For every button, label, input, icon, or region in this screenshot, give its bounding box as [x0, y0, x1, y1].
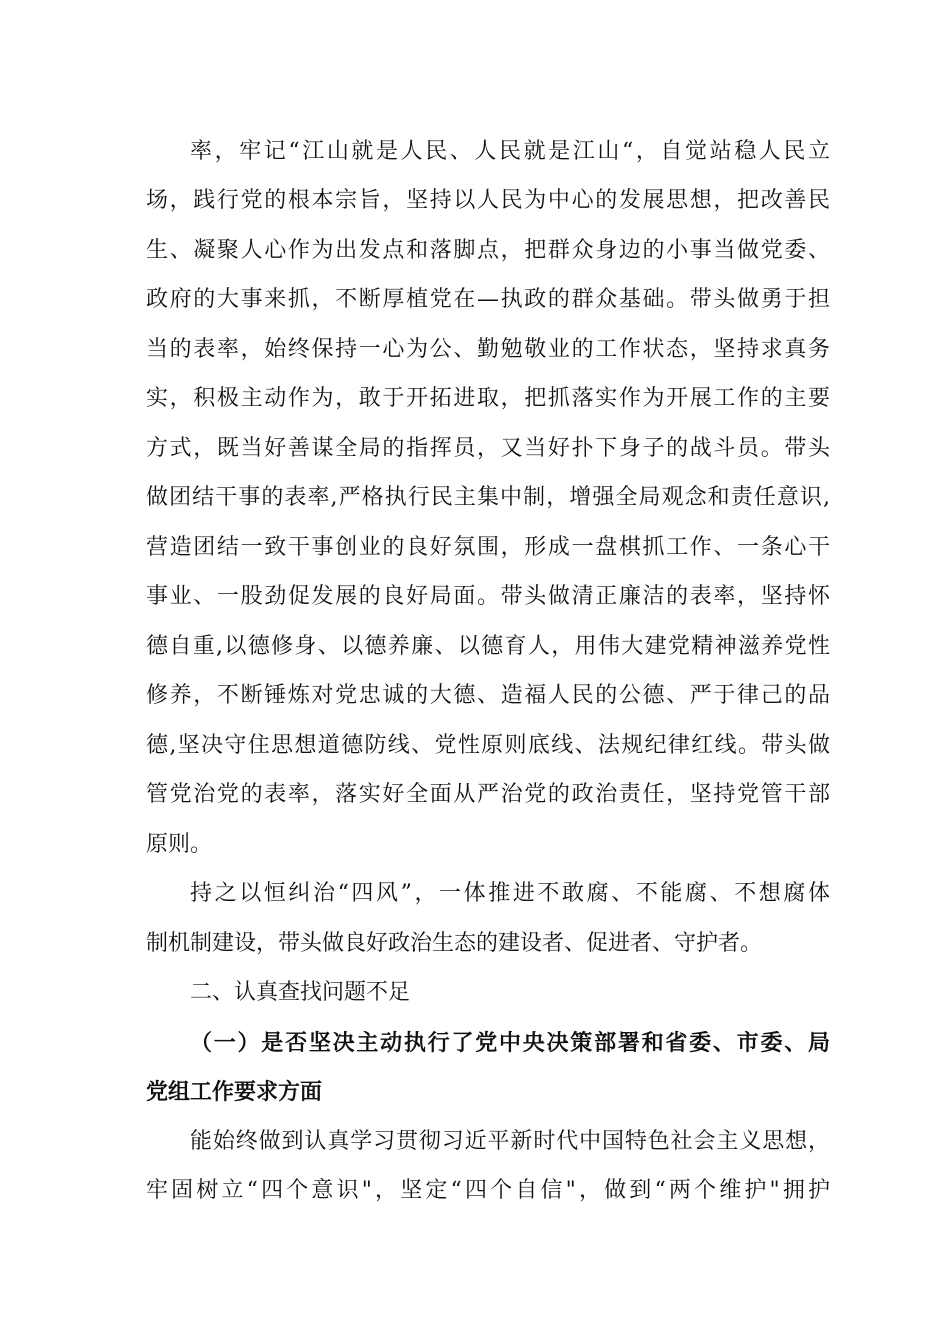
paragraph-1-line-9: 营造团结一致干事创业的良好氛围，形成一盘棋抓工作、一条心干	[146, 535, 830, 560]
paragraph-2-line-2: 制机制建设，带头做良好政治生态的建设者、促进者、守护者。	[146, 931, 763, 956]
paragraph-3-line-1: 能始终做到认真学习贯彻习近平新时代中国特色社会主义思想，	[190, 1129, 830, 1154]
paragraph-1-line-7: 方式，既当好善谋全局的指挥员，又当好扑下身子的战斗员。带头	[146, 436, 830, 461]
paragraph-3-line-2: 牢固树立“四个意识"，坚定“四个自信"，做到“两个维护"拥护	[146, 1178, 830, 1203]
paragraph-1-line-11: 德自重,以德修身、以德养廉、以德育人，用伟大建党精神滋养党性	[146, 634, 830, 659]
paragraph-2-line-1: 持之以恒纠治“四风”，一体推进不敢腐、不能腐、不想腐体	[190, 881, 830, 906]
paragraph-1-line-4: 政府的大事来抓，不断厚植党在—执政的群众基础。带头做勇于担	[146, 287, 830, 312]
paragraph-1-line-13: 德,坚决守住思想道德防线、党性原则底线、法规纪律红线。带头做	[146, 733, 830, 758]
paragraph-1-line-6: 实，积极主动作为，敢于开拓进取，把抓落实作为开展工作的主要	[146, 386, 830, 411]
section-heading: 二、认真查找问题不足	[190, 980, 411, 1005]
paragraph-1-line-15: 原则。	[146, 832, 213, 857]
paragraph-1-line-5: 当的表率，始终保持一心为公、勤勉敬业的工作状态，坚持求真务	[146, 337, 830, 362]
paragraph-1-line-12: 修养，不断锤炼对党忠诚的大德、造福人民的公德、严于律己的品	[146, 683, 830, 708]
paragraph-1-line-1: 率，牢记“江山就是人民、人民就是江山“，自觉站稳人民立	[190, 139, 830, 164]
subsection-heading-line-1: （一）是否坚决主动执行了党中央决策部署和省委、市委、局	[190, 1030, 830, 1056]
paragraph-1-line-8: 做团结干事的表率,严格执行民主集中制，增强全局观念和责任意识,	[146, 485, 830, 510]
paragraph-1-line-14: 管党治党的表率，落实好全面从严治党的政治责任，坚持党管干部	[146, 782, 830, 807]
paragraph-1-line-3: 生、凝聚人心作为出发点和落脚点，把群众身边的小事当做党委、	[146, 238, 830, 263]
paragraph-1-line-10: 事业、一股劲促发展的良好局面。带头做清正廉洁的表率，坚持怀	[146, 584, 830, 609]
subsection-heading-line-2: 党组工作要求方面	[146, 1079, 323, 1105]
paragraph-1-line-2: 场，践行党的根本宗旨，坚持以人民为中心的发展思想，把改善民	[146, 188, 830, 213]
